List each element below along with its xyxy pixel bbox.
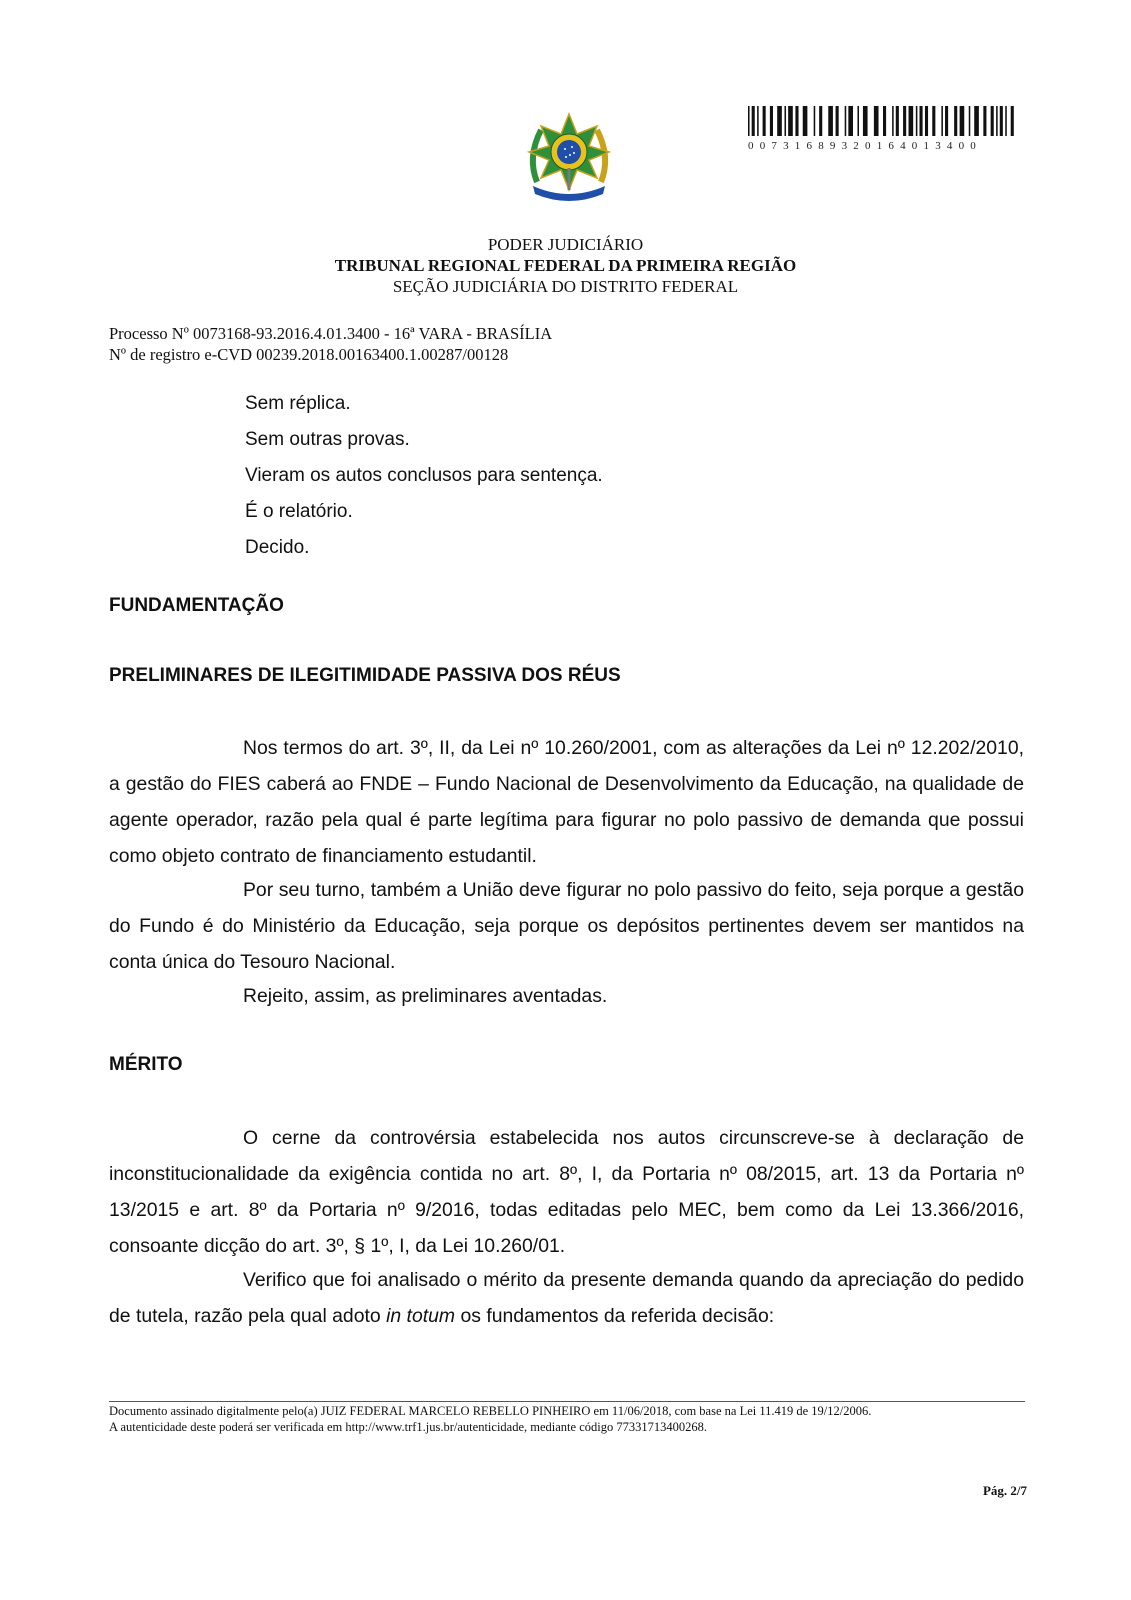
barcode-bar [795, 106, 798, 136]
barcode-bar [784, 106, 786, 136]
barcode-bar [828, 106, 833, 136]
barcode-bar [996, 106, 998, 136]
barcode-bar [932, 106, 935, 136]
header-line-2: TRIBUNAL REGIONAL FEDERAL DA PRIMEIRA REGIÃO [334, 256, 797, 275]
page-number: Pág. 2/7 [982, 1483, 1027, 1498]
header-line-3: SEÇÃO JUDICIÁRIA DO DISTRITO FEDERAL [392, 277, 739, 296]
barcode-bar [896, 106, 899, 136]
barcode-bar [863, 106, 868, 136]
barcode-bar [757, 106, 759, 136]
paragraph-5-text-end: os fundamentos da referida decisão: [455, 1305, 775, 1327]
barcode-bar [748, 106, 750, 136]
barcode-bar [803, 106, 808, 136]
barcode-bar [969, 106, 971, 136]
barcode-bar [845, 106, 847, 136]
barcode-bar [819, 106, 822, 136]
barcode-bar [974, 106, 979, 136]
opening-line: É o relatório. [245, 501, 353, 522]
barcode-bar [770, 106, 773, 136]
barcode-bar [983, 106, 986, 136]
barcode-bar [1011, 106, 1014, 136]
barcode-bar [848, 106, 853, 136]
barcode-bar [916, 106, 918, 136]
barcode-bar [777, 106, 782, 136]
barcode-bar [883, 106, 886, 136]
opening-line: Sem outras provas. [245, 429, 410, 450]
opening-line: Vieram os autos conclusos para sentença. [245, 465, 603, 486]
process-number: Processo Nº 0073168-93.2016.4.01.3400 - 16ª VARA - BRASÍLIA [109, 324, 553, 343]
barcode-bar [991, 106, 994, 136]
barcode-bar [874, 106, 879, 136]
process-info [109, 323, 552, 365]
barcode-bar [960, 106, 965, 136]
coat-of-arms-icon [523, 112, 615, 202]
opening-line: Sem réplica. [245, 393, 351, 414]
barcode-number: 00731689320164013400 [748, 140, 982, 152]
footer-divider [109, 1401, 1025, 1402]
paragraph-2: Por seu turno, também a União deve figurar no polo passivo do feito, seja porque a gestão do Fundo é do Ministério da Educação, seja porque os depósitos pertinentes devem ser mantidos na conta única do Tesouro Nacional. [109, 879, 1024, 973]
barcode-bar [857, 106, 859, 136]
paragraph-5-italic: in totum [386, 1305, 456, 1327]
barcode [748, 106, 1018, 152]
opening-line: Decido. [245, 537, 310, 558]
paragraph-5-text: Verifico que foi analisado o mérito da presente demanda quando da apreciação do pedido de tutela, razão pela qual adoto [109, 1269, 1024, 1327]
barcode-bar [919, 106, 922, 136]
barcode-bars [748, 106, 1018, 136]
barcode-bar [941, 106, 943, 136]
barcode-bar [836, 106, 839, 136]
barcode-bar [788, 106, 793, 136]
barcode-bar [925, 106, 928, 136]
barcode-bar [954, 106, 957, 136]
barcode-bar [903, 106, 906, 136]
registry-number: Nº de registro e-CVD 00239.2018.00163400.1.00287/00128 [109, 345, 509, 364]
barcode-bar [763, 106, 766, 136]
header-line-1: PODER JUDICIÁRIO [487, 235, 644, 254]
paragraph-1: Nos termos do art. 3º, II, da Lei nº 10.260/2001, com as alterações da Lei nº 12.202/2010, a gestão do FIES caberá ao FNDE – Fundo Nacional de Desenvolvimento da Educação, na qualidade de agente operador, razão pela qual é parte legítima para figurar no polo passivo de demanda que possui como objeto contrato de financiamento estudantil. [109, 737, 1024, 867]
heading-preliminares: PRELIMINARES DE ILEGITIMIDADE PASSIVA DOS RÉUS [109, 665, 621, 686]
paragraph-3: Rejeito, assim, as preliminares aventadas. [243, 985, 608, 1007]
heading-merito: MÉRITO [109, 1054, 183, 1075]
barcode-bar [1005, 106, 1007, 136]
heading-fundamentacao: FUNDAMENTAÇÃO [109, 595, 284, 616]
opening-lines [245, 390, 603, 570]
paragraph-5 [109, 1262, 1024, 1334]
barcode-bar [909, 106, 914, 136]
footer-signature-line: Documento assinado digitalmente pelo(a) JUIZ FEDERAL MARCELO REBELLO PINHEIRO em 11/06/2018, com base na Lei 11.419 de 19/12/2006. [109, 1404, 872, 1418]
barcode-bar [945, 106, 948, 136]
court-header [0, 234, 1131, 297]
signature-footer [109, 1403, 1019, 1435]
barcode-bar [1000, 106, 1003, 136]
barcode-bar [892, 106, 894, 136]
footer-authenticity-line: A autenticidade deste poderá ser verificada em http://www.trf1.jus.br/autenticidade, mediante código 77331713400268. [109, 1420, 707, 1434]
barcode-bar [752, 106, 755, 136]
barcode-bar [814, 106, 816, 136]
paragraph-4: O cerne da controvérsia estabelecida nos autos circunscreve-se à declaração de inconstitucionalidade da exigência contida no art. 8º, I, da Portaria nº 08/2015, art. 13 da Portaria nº 13/2015 e art. 8º da Portaria nº 9/2016, todas editadas pelo MEC, bem como da Lei 13.366/2016, consoante dicção do art. 3º, § 1º, I, da Lei 10.260/01. [109, 1127, 1024, 1257]
